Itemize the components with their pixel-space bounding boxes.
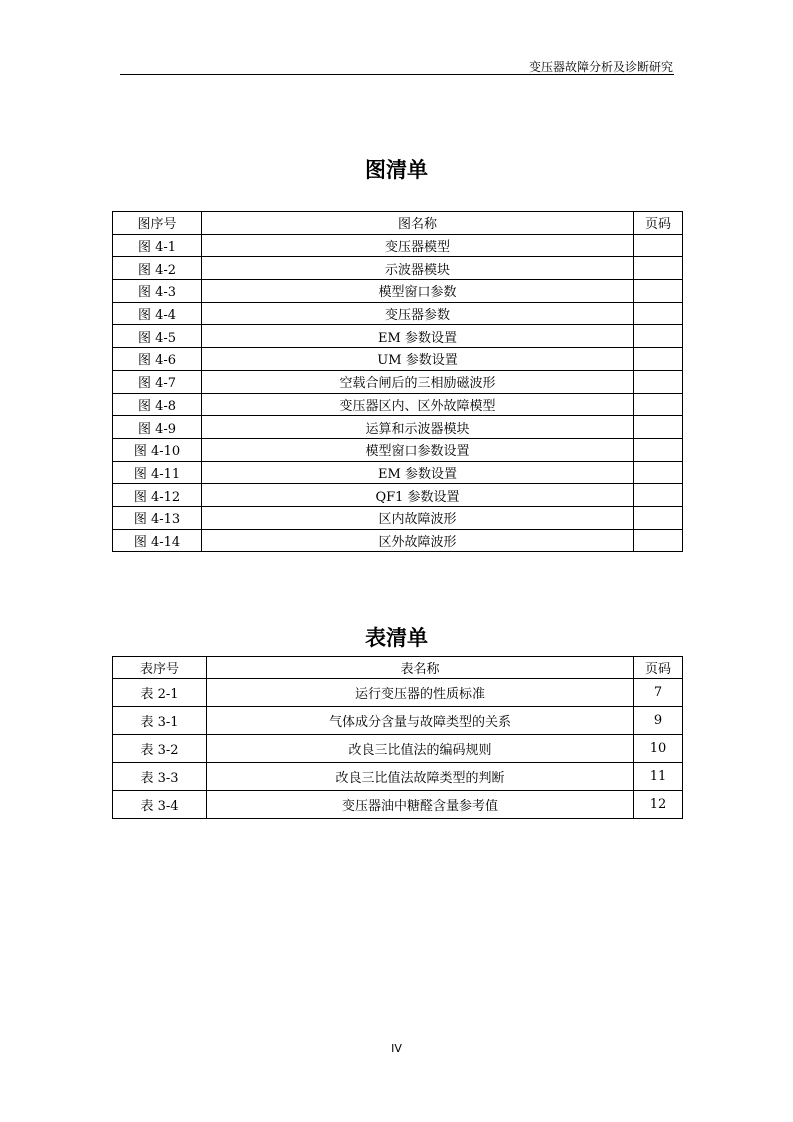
row-number-cell: 表 3-3 [113,763,207,791]
table-row [113,257,683,280]
row-page-cell [634,484,683,507]
table-list-table [112,656,683,819]
row-name-cell: EM 参数设置 [202,461,634,484]
column-header-page: 页码 [634,657,683,679]
figure-list-title: 图清单 [365,158,428,182]
row-number-cell: 图 4-8 [113,393,202,416]
row-page-cell [634,280,683,303]
row-name-cell: 示波器模块 [202,257,634,280]
table-row [113,484,683,507]
table-row [113,302,683,325]
row-page-cell [634,438,683,461]
row-name-cell: EM 参数设置 [202,325,634,348]
table-list-title: 表清单 [365,626,428,650]
column-header-figure-number: 图序号 [113,212,202,235]
row-number-cell: 图 4-1 [113,234,202,257]
row-name-cell: 模型窗口参数 [202,280,634,303]
row-name-cell: 空载合闸后的三相励磁波形 [202,370,634,393]
page-number: IV [391,1042,402,1055]
row-name-cell: 区外故障波形 [202,529,634,552]
row-page-cell: 9 [634,707,683,735]
row-name-cell: 改良三比值法的编码规则 [207,735,634,763]
row-name-cell: 区内故障波形 [202,506,634,529]
row-page-cell: 11 [634,763,683,791]
figure-list-header-row [113,212,683,235]
table-row [113,707,683,735]
table-row [113,506,683,529]
row-number-cell: 图 4-5 [113,325,202,348]
row-page-cell: 7 [634,679,683,707]
row-page-cell [634,302,683,325]
table-row [113,416,683,439]
row-number-cell: 表 3-4 [113,791,207,819]
table-row [113,735,683,763]
table-row [113,763,683,791]
table-row [113,370,683,393]
row-name-cell: 模型窗口参数设置 [202,438,634,461]
table-row [113,234,683,257]
row-page-cell [634,325,683,348]
row-page-cell [634,461,683,484]
row-page-cell: 12 [634,791,683,819]
table-row [113,679,683,707]
row-number-cell: 图 4-11 [113,461,202,484]
column-header-page: 页码 [634,212,683,235]
row-page-cell [634,348,683,371]
row-name-cell: 改良三比值法故障类型的判断 [207,763,634,791]
row-number-cell: 表 3-1 [113,707,207,735]
table-row [113,280,683,303]
column-header-figure-name: 图名称 [202,212,634,235]
row-number-cell: 表 3-2 [113,735,207,763]
table-row [113,791,683,819]
row-name-cell: 运行变压器的性质标准 [207,679,634,707]
row-name-cell: 运算和示波器模块 [202,416,634,439]
column-header-table-number: 表序号 [113,657,207,679]
table-row [113,325,683,348]
row-number-cell: 图 4-12 [113,484,202,507]
table-row [113,529,683,552]
row-name-cell: 变压器参数 [202,302,634,325]
row-page-cell [634,393,683,416]
row-name-cell: 变压器模型 [202,234,634,257]
table-row [113,438,683,461]
row-number-cell: 图 4-9 [113,416,202,439]
row-name-cell: 气体成分含量与故障类型的关系 [207,707,634,735]
table-list-header-row [113,657,683,679]
row-number-cell: 图 4-6 [113,348,202,371]
row-page-cell: 10 [634,735,683,763]
row-name-cell: UM 参数设置 [202,348,634,371]
row-number-cell: 图 4-4 [113,302,202,325]
row-number-cell: 图 4-7 [113,370,202,393]
row-number-cell: 图 4-14 [113,529,202,552]
row-number-cell: 图 4-10 [113,438,202,461]
row-page-cell [634,506,683,529]
row-number-cell: 图 4-2 [113,257,202,280]
column-header-table-name: 表名称 [207,657,634,679]
table-row [113,348,683,371]
row-name-cell: 变压器油中糖醛含量参考值 [207,791,634,819]
table-row [113,461,683,484]
figure-list-table [112,211,683,552]
row-name-cell: 变压器区内、区外故障模型 [202,393,634,416]
row-number-cell: 图 4-3 [113,280,202,303]
header-rule [120,74,674,75]
row-page-cell [634,370,683,393]
row-number-cell: 表 2-1 [113,679,207,707]
running-header-title: 变压器故障分析及诊断研究 [528,60,673,74]
row-page-cell [634,257,683,280]
row-page-cell [634,234,683,257]
row-name-cell: QF1 参数设置 [202,484,634,507]
row-number-cell: 图 4-13 [113,506,202,529]
table-row [113,393,683,416]
row-page-cell [634,529,683,552]
row-page-cell [634,416,683,439]
